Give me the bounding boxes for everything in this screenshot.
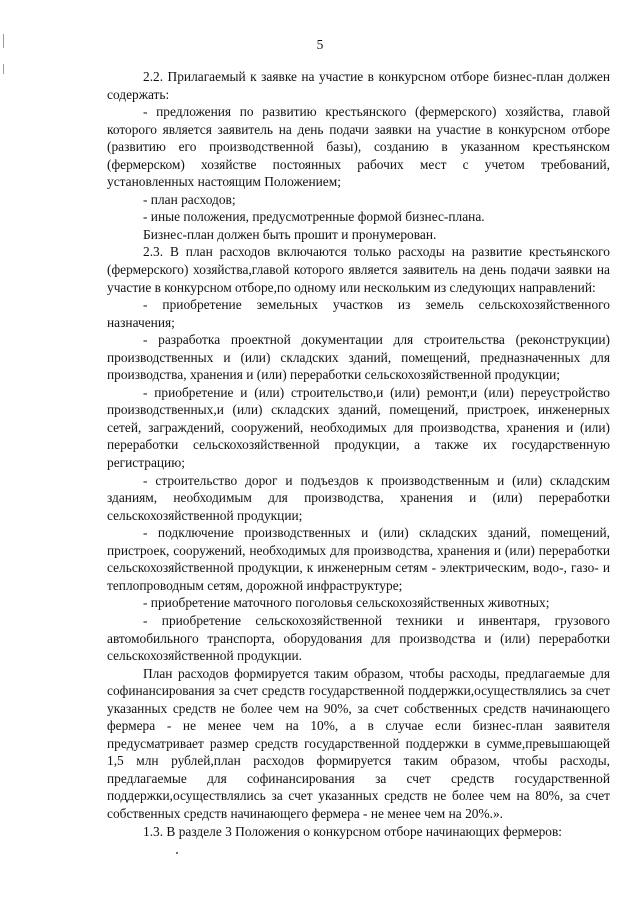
paragraph: 2.2. Прилагаемый к заявке на участие в конкурсном отборе бизнес-план должен содержать: — [107, 69, 610, 102]
list-item: - разработка проектной документации для строительства (реконструкции) производственных и (или) складских зданий, помещений, предназначенных для производства, хранения и (или) переработки сельскохозяйственной продукции; — [107, 332, 610, 383]
paragraph: План расходов формируется таким образом, чтобы расходы, предлагаемые для софинансирования за счет средств государственной поддержки,осуществлялись за счет указанных средств не более чем на 90%, за счет собственных средств начинающего фермера - не менее чем на 10%, а в случае если бизнес-план заявителя предусматривает размер средств государственной поддержки в сумме,превышающей 1,5 млн рублей,план расходов формируется таким образом, чтобы расходы, предлагаемые для софинансирования за счет средств государственной поддержки,осуществлялись за счет указанных средств не более чем на 80%, за счет собственных средств начинающего фермера - не менее чем на 20%.». — [107, 665, 610, 821]
list-item: - приобретение земельных участков из земель сельскохозяйственного назначения; — [107, 297, 610, 330]
list-item: - иные положения, предусмотренные формой бизнес-плана. — [143, 209, 485, 225]
margin-mark — [3, 64, 4, 74]
paragraph: 2.3. В план расходов включаются только расходы на развитие крестьянского (фермерского) хозяйства,главой которого является заявитель на день подачи заявки на участие в конкурсном отборе,по одному или нескольким из следующих направлений: — [107, 244, 610, 295]
scan-speck — [176, 852, 178, 854]
list-item: - приобретение сельскохозяйственной техники и инвентаря, грузового автомобильного транспорта, оборудования для производства и (или) переработки сельскохозяйственной продукции. — [107, 612, 610, 664]
page-number: 5 — [316, 37, 324, 52]
list-item: - строительство дорог и подъездов к производственным и (или) складским зданиям, необходимым для производства, хранения и (или) переработки сельскохозяйственной продукции; — [107, 472, 610, 523]
paragraph: 1.3. В разделе 3 Положения о конкурсном отборе начинающих фермеров: — [143, 823, 563, 839]
document-body — [107, 68, 610, 840]
list-item: - предложения по развитию крестьянского (фермерского) хозяйства, главой которого является заявитель на день подачи заявки на участие в конкурсном отборе (развитию его производственной базы), созданию в указанном крестьянском (фермерском) хозяйстве постоянных рабочих мест с учетом требований, установленных настоящим Положением; — [107, 104, 610, 190]
paragraph: Бизнес-план должен быть прошит и пронумерован. — [143, 226, 437, 242]
list-item: - приобретение маточного поголовья сельскохозяйственных животных; — [143, 595, 550, 611]
list-item: - план расходов; — [143, 191, 236, 207]
list-item: - приобретение и (или) строительство,и (или) ремонт,и (или) переустройство производственных,и (или) складских зданий, помещений, пристроек, инженерных сетей, заграждений, сооружений, необходимых для производства, хранения и (или) переработки сельскохозяйственной продукции, а также их государственную регистрацию; — [107, 384, 610, 471]
list-item: - подключение производственных и (или) складских зданий, помещений, пристроек, сооружений, необходимых для производства, хранения и (или) переработки сельскохозяйственной продукции, к инженерным сетям - электрическим, водо-, газо- и теплопроводным сетям, дорожной инфраструктуре; — [107, 525, 610, 593]
